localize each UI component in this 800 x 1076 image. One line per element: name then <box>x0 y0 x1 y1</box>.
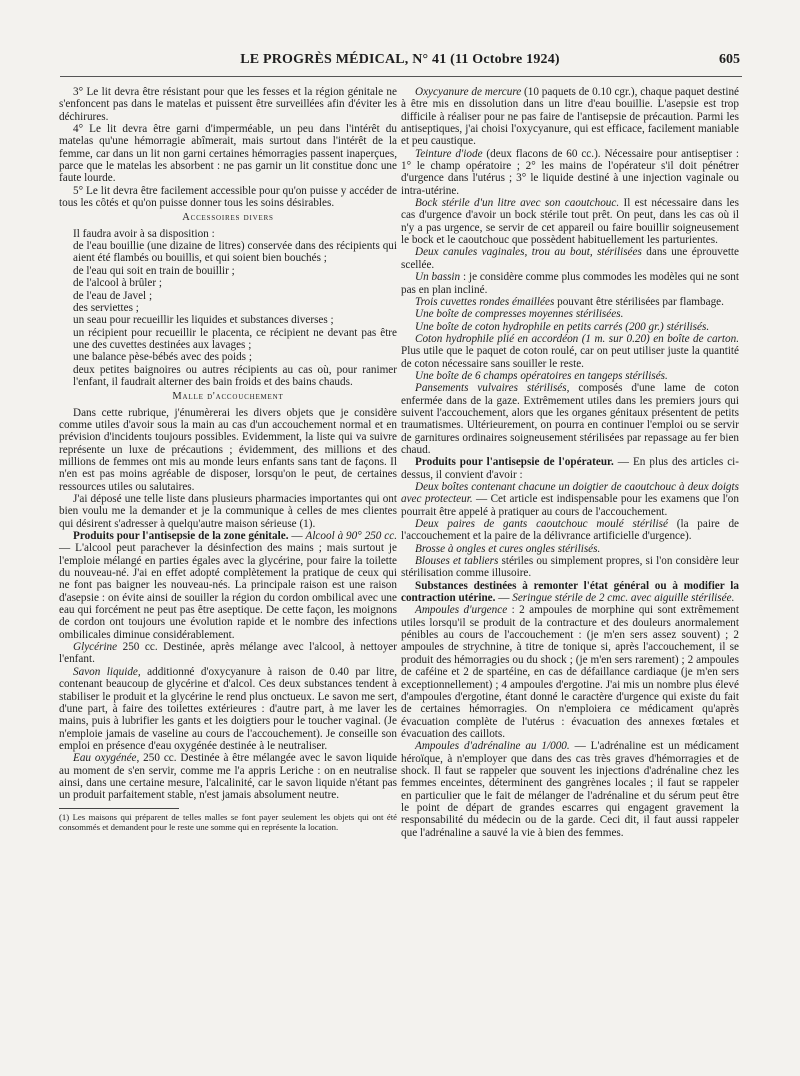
paragraph <box>401 148 739 197</box>
paragraph: Dans cette rubrique, j'énumèrerai les divers objets que je considère comme utiles d'avoir sous la main au cas d'un accouchement normal et en prévision d'incidents toujours possibles. Evidemment, la liste qui va suivre représente un luxe de précautions ; évidemment, des millions et des millions de femmes ont mis au monde leurs enfants sans tant de façons. Il n'en est pas moins agréable de disposer, lorsqu'on le peut, de certaines ressources utiles ou salutaires. <box>59 406 397 493</box>
paragraph-text: pouvant être stérilisées par flambage. <box>554 295 724 308</box>
paragraph-text: : 2 ampoules de morphine qui sont extrêmement utiles lorsqu'il se produit de la contracture et des douleurs anormalement pénibles au cours de l'accouchement : (je m'en sers assez souvent) ; 2 ampoules de strychnine, à titre de tonique si, après l'accouchement, il se produit des hémorragies ou du shock ; (je m'en sers rarement) ; 2 ampoules de caféine et 2 de spartéine, en cas de défaillance cardiaque (je m'en sers exceptionnellement) ; 4 ampoules d'ergotine. J'ai mis un nombre plus élevé d'ampoules d'ergotine, étant donné le caractère d'urgence qui existe du fait de certaines hémorragies. On n'emploiera ce médicament qu'après évacuation complète de l'utérus : évacuation des annexes fœtales et évacuation des caillots. <box>401 604 739 740</box>
paragraph <box>401 246 739 271</box>
paragraph-text: : je considère comme plus commodes les modèles qui ne sont pas en plan incliné. <box>401 271 739 296</box>
italic-lead: Savon liquide, <box>73 665 141 678</box>
paragraph-text: dans une éprouvette scellée. <box>401 246 740 271</box>
bold-lead: Produits pour l'antisepsie de l'opérateur. <box>415 456 614 469</box>
italic-lead: Ampoules d'adrénaline au 1/000. <box>415 740 570 753</box>
italic-lead: Deux canules vaginales, trou au bout, stérilisées <box>415 246 642 259</box>
list-item: de l'eau qui soit en train de bouillir ; <box>73 264 235 277</box>
running-title: LE PROGRÈS MÉDICAL, N° 41 (11 Octobre 1924) <box>240 52 560 67</box>
italic-lead: Une boîte de coton hydrophile en petits carrés (200 gr.) stérilisés. <box>415 320 710 333</box>
paragraph <box>401 308 739 320</box>
paragraph <box>59 530 397 641</box>
paragraph <box>401 321 739 333</box>
paragraph: 3° Le lit devra être résistant pour que les fesses et la région génitale ne s'enfoncent pas dans le matelas et puissent être surveillées afin d'éviter les déchirures. <box>59 86 397 123</box>
paragraph <box>401 86 739 148</box>
right-column <box>401 86 739 839</box>
italic-lead: Trois cuvettes rondes émaillées <box>415 295 555 308</box>
italic-lead: Une boîte de 6 champs opératoires en tangeps stérilisés. <box>415 369 668 382</box>
page-number: 605 <box>719 52 740 67</box>
paragraph: J'ai déposé une telle liste dans plusieurs pharmacies importantes qui ont bien voulu me la demander et je la communique à celles de mes clientes qui désirent s'adresser à quelqu'autre maison sérieuse (1). <box>59 493 397 530</box>
italic-lead: Seringue stérile de 2 cmc. avec aiguille stérilisée. <box>512 592 735 605</box>
paragraph-text: (deux flacons de 60 cc.). Nécessaire pour antiseptiser : 1° le champ opératoire ; 2° les mains de l'opérateur s'il doit pénétrer d'urgence dans l'utérus ; 3° le liquide destiné à une injection vaginale ou intra-utérine. <box>401 147 740 197</box>
footnote-rule <box>59 808 179 809</box>
italic-lead: Oxycyanure de mercure <box>415 86 522 98</box>
list-item: de l'alcool à brûler ; <box>73 277 162 290</box>
paragraph-text: (la paire de l'accouchement et la paire de la délivrance artificielle d'urgence). <box>401 518 739 543</box>
paragraph-text: additionné d'oxycyanure à raison de 0.40 par litre, contenant beaucoup de glycérine et d'alcol. Ces deux substances tendent à stabiliser le produit et la glycérine le rend plus onctueux. Le savon me sert, d'une part, à faire des toilettes extérieures : d'autre part, à me laver les mains, puis à lubrifier les gants et les doigtiers pour le toucher vaginal. (Je n'emploie jamais de vaseline au cours de l'accouchement). Je conseille son emploi en présence d'eau oxygénée destinée à le neutraliser. <box>59 665 397 752</box>
paragraph: Il faudra avoir à sa disposition : <box>73 227 215 240</box>
paragraph-text: composés d'une lame de coton enfermée dans de la gaze. Extrêmement utiles dans les premiers jours qui suivent l'accouchement, alors que les organes génitaux présentent de petits traumatismes. Ultérieurement, on pourra en continuer l'emploi ou se servir de garnitures ordinaires soigneusement stérilisées par repassage au fer bien chaud. <box>401 382 739 456</box>
list-item: des serviettes ; <box>73 301 139 314</box>
italic-lead: Blouses et tabliers <box>415 555 499 568</box>
paragraph-text: stériles ou simplement propres, si l'on considère leur stérilisation comme illusoire. <box>401 555 739 580</box>
paragraph <box>401 543 739 555</box>
list-item: un récipient pour recueillir le placenta, ce récipient ne devant pas être une des cuvettes destinées aux lavages ; <box>73 326 397 351</box>
list-item: de l'eau de Javel ; <box>73 289 153 302</box>
paragraph <box>401 580 739 605</box>
footnote: (1) Les maisons qui préparent de telles malles se font payer seulement les objets qui ont été consommés et demandent pour le reste une somme qui en représente la location. <box>59 811 397 832</box>
italic-lead: Teinture d'iode <box>415 147 483 160</box>
italic-lead: Ampoules d'urgence <box>415 604 508 617</box>
paragraph-text: — L'alcool peut parachever la désinfection des mains ; mais surtout je l'emploie mélangé en parties égales avec la glycérine, pour faire la toilette du nouveau-né. J'ai en effet adopté complètement la pratique de ceux qui ne font pas baigner les nouveau-nés. La principale raison est une raison d'asepsie : on évite ainsi de souiller la région du cordon ombilical avec une eau qui forcément ne peut pas être aseptique. De cette façon, les moignons de cordon ont toujours une évolution rapide et le nombre des infections ombilicales diminue considérablement. <box>59 542 397 641</box>
left-column <box>59 86 397 832</box>
paragraph <box>401 271 739 296</box>
dash: — <box>495 592 513 605</box>
list-item: une balance pèse-bébés avec des poids ; <box>73 351 252 364</box>
paragraph-text: (10 paquets de 0.10 cgr.), chaque paquet destiné à être mis en dissolution dans un litre d'eau bouillie. L'asepsie est trop difficile à réaliser pour ne pas faire de l'antisepsie de précaution. Parmi les antiseptiques, j'ai choisi l'oxycyanure, qui est efficace, facilement maniable et peu caustique. <box>401 86 740 148</box>
italic-lead: Bock stérile d'un litre avec son caoutchouc. <box>415 197 620 210</box>
paragraph-text: Il est nécessaire dans les cas d'urgence d'avoir un bock stérile tout prêt. On peut, dans les cas où il n'y a pas urgence, se servir de cet appareil ou faire bouillir soigneusement le bock et le caoutchouc que possèdent habituellement les parturientes. <box>401 197 739 247</box>
section-heading-accessoires: Accessoires divers <box>182 212 274 224</box>
paragraph <box>59 752 397 801</box>
page-header <box>60 52 740 72</box>
italic-lead: Coton hydrophile plié en accordéon (1 m. sur 0.20) en boîte de carton. <box>415 332 739 345</box>
italic-lead: Deux boîtes contenant chacune un doigtier de caoutchouc à deux doigts avec protecteur. <box>401 481 739 506</box>
header-rule <box>60 76 742 77</box>
paragraph: 4° Le lit devra être garni d'imperméable, un peu dans l'intérêt du matelas qu'une hémorragie abîmerait, mais surtout dans l'intérêt de la femme, car dans un lit non garni certaines hémorragies passent inaperçues, parce que le matelas les absorbent : ne pas garnir un lit constitue donc une faute lourde. <box>59 123 397 185</box>
dash: — <box>288 530 306 543</box>
paragraph <box>401 555 739 580</box>
paragraph-text: 250 cc. Destinée, après mélange avec l'alcool, à nettoyer l'enfant. <box>59 641 397 666</box>
paragraph <box>401 382 739 456</box>
paragraph-text: — L'adrénaline est un médicament héroïque, à n'employer que dans des cas très graves d'hémorragies et de shock. Il faut se rappeler que souvent les injections d'adrénaline chez les femmes enceintes, déterminent des gangrènes locales ; il faut se rappeler en particulier que le fait de mélanger de l'adrénaline et du sérum peut être le point de départ de grandes escarres qui engagent gravement la responsabilité du médecin ou de la garde. Ceci dit, il faut aussi rappeler que l'adrénaline a sauvé la vie à bien des femmes. <box>401 740 739 839</box>
list-item: un seau pour recueillir les liquides et substances diverses ; <box>73 314 334 327</box>
italic-lead: Alcool à 90° 250 cc. <box>305 530 398 543</box>
paragraph <box>59 641 397 666</box>
italic-lead: Deux paires de gants caoutchouc moulé stérilisé <box>415 518 668 531</box>
list-item: de l'eau bouillie (une dizaine de litres) conservée dans des récipients qui aient été flambés ou bouillis, et qui soient bien bouchés ; <box>73 240 397 265</box>
paragraph: 5° Le lit devra être facilement accessible pour qu'on puisse y accéder de tous les côtés et qu'on puisse donner tous les soins désirables. <box>59 184 397 210</box>
italic-lead: Brosse à ongles et cures ongles stérilisés. <box>415 542 601 555</box>
italic-lead: Un bassin <box>415 271 461 284</box>
italic-lead: Pansements vulvaires stérilisés, <box>415 382 570 395</box>
paragraph-text: — Cet article est indispensable pour les examens que l'on pourrait être appelé à pratiquer au cours de l'accouchement. <box>401 493 739 518</box>
bold-lead: Produits pour l'antisepsie de la zone génitale. <box>73 530 289 543</box>
paragraph <box>401 481 739 518</box>
italic-lead: Eau oxygénée, <box>73 752 140 765</box>
italic-lead: Une boîte de compresses moyennes stérilisées. <box>415 308 624 321</box>
bold-lead: Substances destinées à remonter l'état général ou à modifier la contraction utérine. <box>401 579 739 605</box>
section-heading-malle: Malle d'accouchement <box>172 391 284 403</box>
paragraph <box>401 333 739 370</box>
paragraph <box>401 604 739 740</box>
paragraph <box>401 296 739 308</box>
paragraph <box>401 197 739 246</box>
paragraph <box>401 370 739 382</box>
paragraph-text: 250 cc. Destinée à être mélangée avec le savon liquide au moment de s'en servir, comme me l'a appris Leriche : on en neutralise ainsi, dans une certaine mesure, l'alcalinité, car le savon liquide n'étant pas un produit parfaitement stable, n'est jamais absolument neutre. <box>59 752 397 802</box>
paragraph <box>401 456 739 481</box>
paragraph <box>59 666 397 752</box>
paragraph <box>401 740 739 839</box>
paragraph-text: — En plus des articles ci-dessus, il convient d'avoir : <box>401 456 739 481</box>
italic-lead: Glycérine <box>73 641 118 654</box>
paragraph <box>401 518 739 543</box>
list-item: deux petites baignoires ou autres récipients au cas où, pour ranimer l'enfant, il faudrait alterner des bain froids et des bains chauds. <box>73 363 397 388</box>
paragraph-text: Plus utile que le paquet de coton roulé, car on peut utiliser juste la quantité de coton nécessaire sans souiller le reste. <box>401 345 739 370</box>
